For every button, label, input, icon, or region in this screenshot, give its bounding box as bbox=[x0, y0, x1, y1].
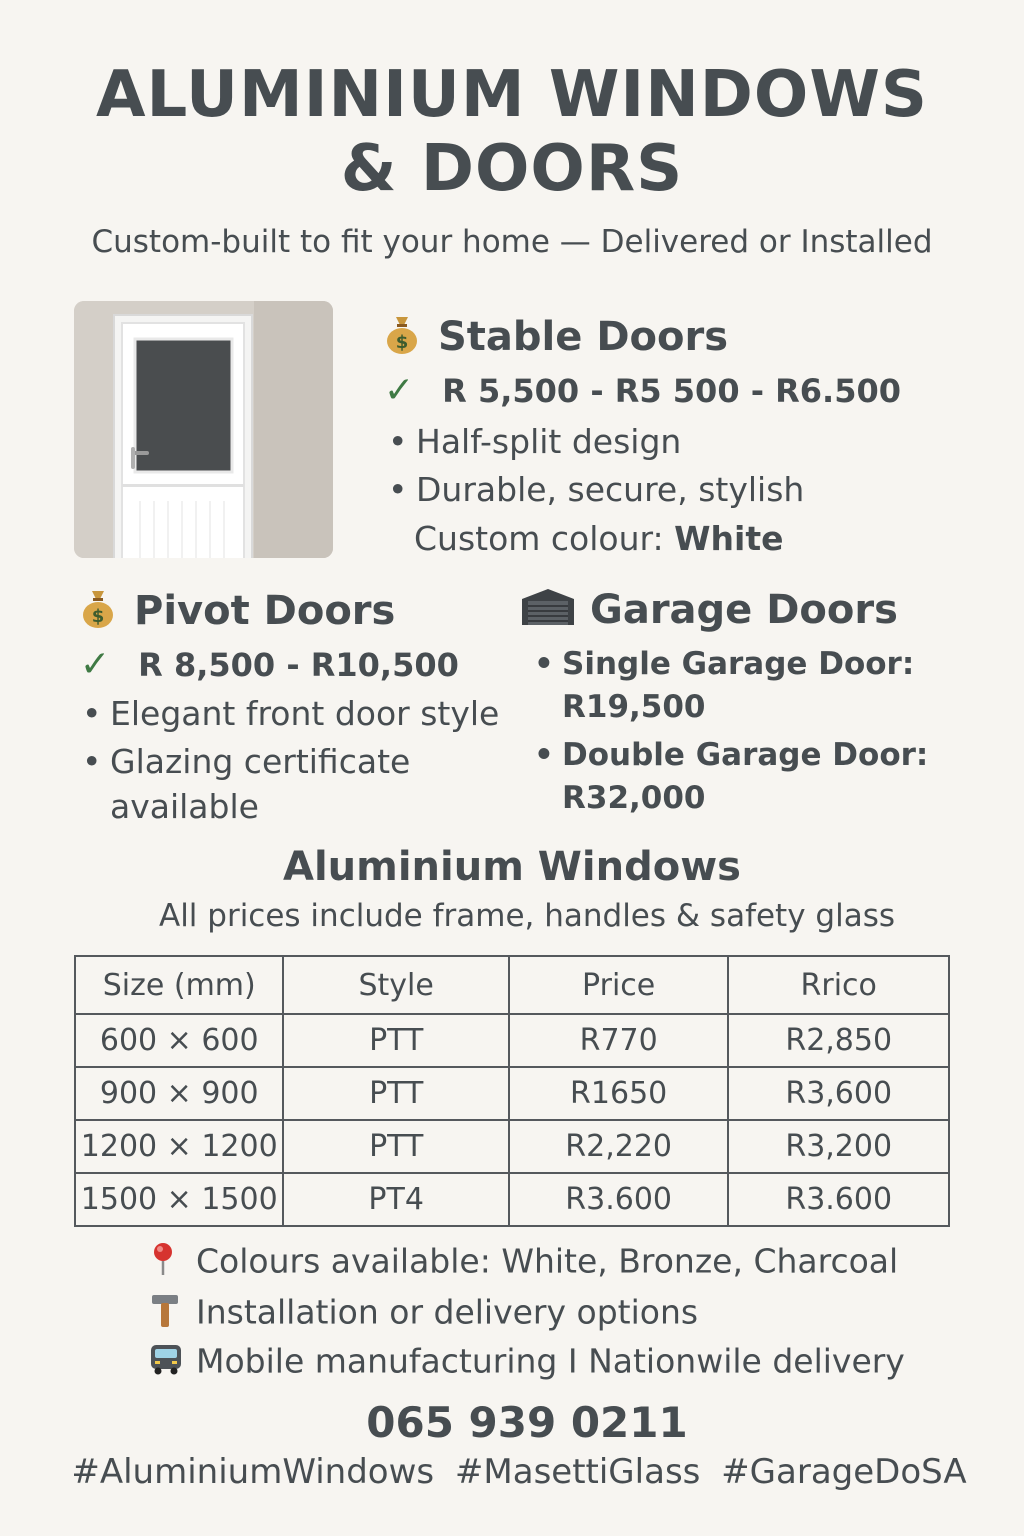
table-row bbox=[75, 1120, 949, 1173]
garage-item-1-label: • Single Garage Door: bbox=[534, 646, 915, 682]
table-cell: PTT bbox=[283, 1120, 508, 1173]
money-bag-icon bbox=[80, 587, 116, 639]
windows-subtitle: All prices include frame, handles & safety glass bbox=[158, 898, 895, 934]
table-cell: 600 × 600 bbox=[75, 1014, 283, 1067]
garage-item-2-label: • Double Garage Door: bbox=[534, 737, 929, 773]
stable-doors-title: Stable Doors bbox=[438, 314, 729, 360]
window-price-table bbox=[74, 955, 950, 1227]
table-cell: R2,850 bbox=[728, 1014, 949, 1067]
hammer-icon bbox=[148, 1291, 196, 1337]
bullet-text: Elegant front door style bbox=[110, 694, 500, 733]
colour-value: White bbox=[674, 519, 784, 558]
title-line-2: & DOORS bbox=[340, 132, 684, 206]
column-header: Size (mm) bbox=[75, 956, 283, 1014]
check-icon: ✓ bbox=[80, 644, 111, 685]
page-title bbox=[0, 58, 1024, 206]
garage-item-label: Single Garage Door: bbox=[562, 646, 915, 682]
bullet-text: Durable, secure, stylish bbox=[416, 470, 805, 509]
table-cell: R3.600 bbox=[728, 1173, 949, 1226]
garage-item-2-price: R32,000 bbox=[562, 780, 706, 816]
stable-colour-line bbox=[414, 519, 784, 558]
table-row bbox=[75, 1173, 949, 1226]
bus-icon bbox=[148, 1341, 196, 1385]
pivot-bullet-1: • Elegant front door style bbox=[82, 694, 500, 733]
table-row bbox=[75, 1067, 949, 1120]
pin-icon bbox=[148, 1241, 196, 1285]
pivot-doors-heading bbox=[80, 587, 395, 639]
pivot-doors-title: Pivot Doors bbox=[134, 588, 396, 634]
money-bag-icon bbox=[384, 313, 420, 365]
svg-text:$: $ bbox=[91, 606, 105, 627]
pivot-bullet-2: • Glazing certificate bbox=[82, 742, 411, 781]
stable-bullet-2: • Durable, secure, stylish bbox=[388, 470, 805, 509]
stable-doors-price-row bbox=[384, 370, 901, 411]
table-cell: R3,200 bbox=[728, 1120, 949, 1173]
pivot-doors-price-row bbox=[80, 644, 459, 685]
installation-line bbox=[148, 1291, 698, 1337]
table-cell: 900 × 900 bbox=[75, 1067, 283, 1120]
stable-doors-price: R 5,500 - R5 500 - R6.500 bbox=[442, 372, 901, 410]
pivot-doors-price: R 8,500 - R10,500 bbox=[138, 646, 459, 684]
phone-number[interactable]: 065 939 0211 bbox=[366, 1398, 688, 1447]
bullet-text: Half-split design bbox=[416, 422, 682, 461]
colour-label: Custom colour: bbox=[414, 519, 675, 558]
table-cell: R770 bbox=[509, 1014, 729, 1067]
colours-text: Colours available: White, Bronze, Charcoal bbox=[196, 1241, 899, 1281]
garage-doors-title: Garage Doors bbox=[590, 587, 898, 633]
hashtags: #AluminiumWindows #MasettiGlass #GarageDoSA bbox=[71, 1452, 967, 1492]
bullet-text: available bbox=[110, 787, 259, 826]
svg-text:$: $ bbox=[395, 332, 409, 353]
stable-door-photo bbox=[74, 301, 333, 558]
table-row bbox=[75, 1014, 949, 1067]
table-header-row bbox=[75, 956, 949, 1014]
column-header: Style bbox=[283, 956, 508, 1014]
pivot-bullet-2-cont bbox=[110, 787, 259, 826]
garage-item-label: Double Garage Door: bbox=[562, 737, 929, 773]
table-cell: R1650 bbox=[509, 1067, 729, 1120]
title-line-1: ALUMINIUM WINDOWS bbox=[96, 58, 928, 132]
garage-doors-heading bbox=[520, 587, 898, 637]
table-cell: 1500 × 1500 bbox=[75, 1173, 283, 1226]
page-subtitle: Custom-built to fit your home — Delivered or Installed bbox=[91, 224, 933, 260]
windows-title: Aluminium Windows bbox=[283, 844, 741, 890]
stable-bullet-1: • Half-split design bbox=[388, 422, 682, 461]
table-cell: PTT bbox=[283, 1067, 508, 1120]
delivery-text: Mobile manufacturing I Nationwile delivery bbox=[196, 1341, 905, 1381]
delivery-line bbox=[148, 1341, 905, 1385]
garage-icon bbox=[520, 587, 576, 637]
stable-doors-heading bbox=[384, 313, 728, 365]
table-cell: PTT bbox=[283, 1014, 508, 1067]
check-icon: ✓ bbox=[384, 370, 415, 411]
column-header: Price bbox=[509, 956, 729, 1014]
installation-text: Installation or delivery options bbox=[196, 1292, 699, 1332]
table-cell: R3,600 bbox=[728, 1067, 949, 1120]
column-header: Rrico bbox=[728, 956, 949, 1014]
table-cell: R3.600 bbox=[509, 1173, 729, 1226]
table-cell: 1200 × 1200 bbox=[75, 1120, 283, 1173]
table-cell: PT4 bbox=[283, 1173, 508, 1226]
garage-item-1-price: R19,500 bbox=[562, 689, 706, 725]
bullet-text: Glazing certificate bbox=[110, 742, 411, 781]
door-illustration bbox=[74, 301, 333, 558]
table-cell: R2,220 bbox=[509, 1120, 729, 1173]
colours-line bbox=[148, 1241, 898, 1285]
